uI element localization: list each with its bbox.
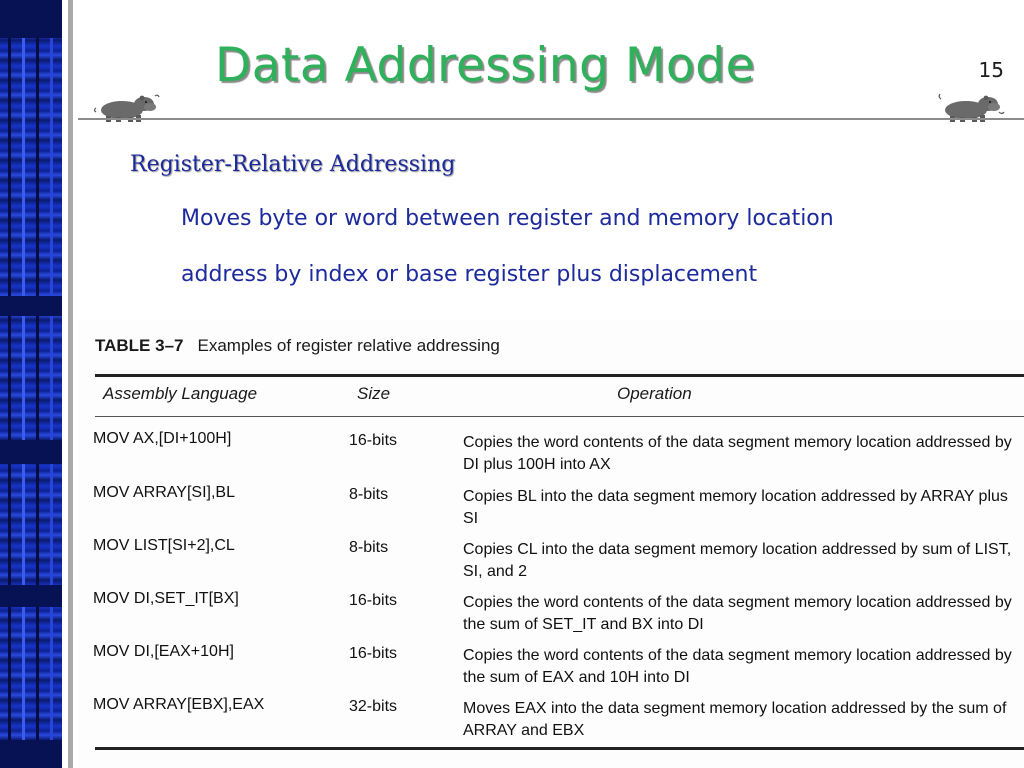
table-top-rule — [95, 374, 1024, 377]
column-header-operation: Operation — [617, 384, 692, 403]
column-header-size: Size — [357, 384, 391, 403]
table-header-rule — [95, 416, 1024, 417]
column-header-assembly: Assembly Language — [103, 384, 258, 403]
slide-title: Data Addressing Mode — [215, 38, 756, 93]
table-cell-operation: Copies CL into the data segment memory location addressed by sum of LIST, SI, and 2 — [463, 541, 1012, 580]
table-cell-assembly: MOV DI,[EAX+10H] — [93, 643, 234, 660]
table-cell-size: 16-bits — [349, 592, 398, 609]
body-line: Moves byte or word between register and memory location — [181, 206, 834, 231]
table-cell-assembly: MOV ARRAY[EBX],EAX — [93, 696, 265, 713]
table-cell-size: 16-bits — [349, 432, 398, 449]
subheading: Register-Relative Addressing — [130, 152, 456, 177]
table-cell-operation: Moves EAX into the data segment memory location addressed by the sum of ARRAY and EBX — [463, 700, 1007, 739]
table-cell-operation: Copies the word contents of the data segment memory location addressed by DI plus 100H into AX — [463, 434, 1012, 473]
table-bottom-rule — [95, 747, 1024, 750]
table-number: TABLE 3–7 — [95, 336, 184, 355]
header-rule — [78, 118, 1024, 120]
table-cell-size: 16-bits — [349, 645, 398, 662]
table-cell-operation: Copies BL into the data segment memory location addressed by ARRAY plus SI — [463, 488, 1008, 527]
table-cell-size: 32-bits — [349, 698, 398, 715]
left-decorative-bar — [0, 0, 62, 768]
table-cell-assembly: MOV ARRAY[SI],BL — [93, 484, 235, 501]
table-caption — [95, 336, 500, 356]
table-cell-operation: Copies the word contents of the data segment memory location addressed by the sum of EAX and 10H into DI — [463, 647, 1012, 686]
table-cell-assembly: MOV DI,SET_IT[BX] — [93, 590, 239, 607]
body-line: address by index or base register plus displacement — [181, 262, 758, 287]
page-number: 15 — [978, 58, 1004, 82]
table-cell-size: 8-bits — [349, 486, 389, 503]
table-cell-operation: Copies the word contents of the data segment memory location addressed by the sum of SET_IT and BX into DI — [463, 594, 1012, 633]
left-grey-rule — [68, 0, 73, 768]
table-cell-assembly: MOV LIST[SI+2],CL — [93, 537, 235, 554]
table-cell-assembly: MOV AX,[DI+100H] — [93, 430, 232, 447]
table-cell-size: 8-bits — [349, 539, 389, 556]
table-caption-text: Examples of register relative addressing — [197, 336, 500, 355]
